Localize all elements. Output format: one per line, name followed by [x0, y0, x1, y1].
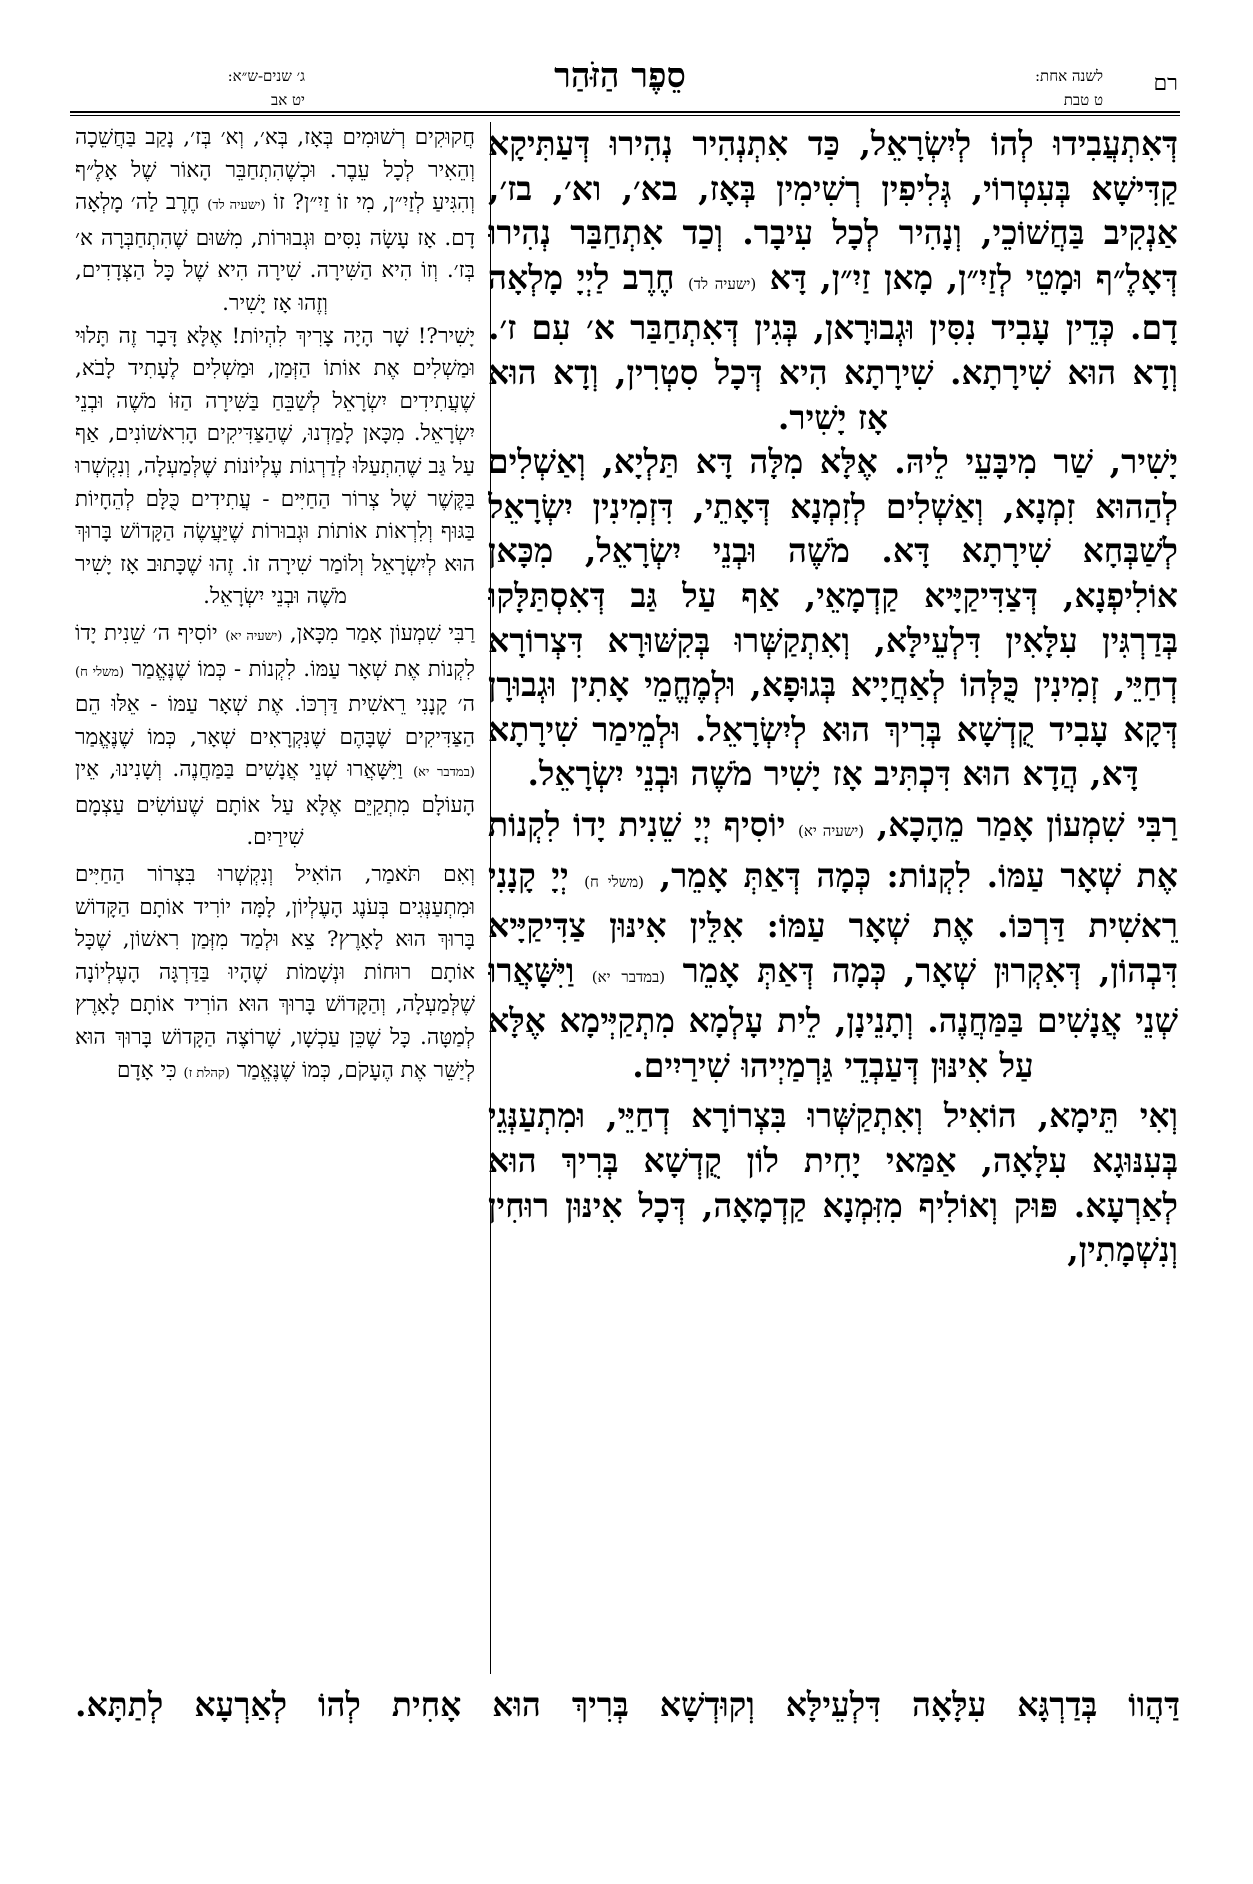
book-title: סֵפֶר הַזֹּהַר: [554, 56, 686, 96]
schedule-date-three-years: יט אב: [271, 91, 305, 109]
hebrew-text: חֲקוּקִים רְשׁוּמִים בְּאָז, בְּא׳, וְא׳ בְּז׳, נָקַב בַּחֲשֵׁכָה וְהֵאִיר לְכָל עֵבֶר. וּכְשֶׁהִתְחַבֵּר הָאוֹר שֶׁל אָלֶ״ף וְהִגִּיעַ לְזַיִ״ן, מִי זוֹ זַיִ״ן? זוֹ: [75, 125, 475, 216]
scripture-reference: (ישעיה יא): [225, 628, 283, 644]
header-rule-thick: [70, 111, 1180, 113]
hebrew-paragraph-2: [75, 321, 475, 614]
aramaic-text: רַבִּי שִׁמְעוֹן אָמַר מֵהָכָא,: [876, 804, 1178, 844]
scripture-reference: (משלי ח): [75, 664, 125, 680]
scripture-reference: (במדבר יא): [413, 765, 475, 781]
hebrew-text: וַיִּשָּׁאֲרוּ שְׁנֵי אֲנָשִׁים בַּמַּחֲנֶה. וְשָׁנִינוּ, אֵין הָעוֹלָם מִתְקַיֵּם אֶלָּא עַל אוֹתָם שֶׁעוֹשִׂים עַצְמָם שִׁירַיִם.: [75, 757, 475, 851]
header-rule-thin: [70, 115, 1180, 116]
study-schedule-one-year: [943, 64, 1103, 112]
hebrew-paragraph-4: [75, 859, 475, 1090]
scripture-reference: (ישעיה יא): [798, 821, 865, 840]
hebrew-text: כִּי אָדָם: [117, 1057, 177, 1083]
scripture-reference: (משלי ח): [584, 872, 645, 891]
aramaic-paragraph-4: [488, 1094, 1178, 1272]
aramaic-text: יְיָ קָנָנִי רֵאשִׁית דַּרְכּוֹ. אֶת שְׁאָר עַמּוֹ: אִלֵּין אִינּוּן צַדִּיקַיָּיא דִּבְהוֹן, דְּאִקְרוּן שְׁאָר, כְּמָה דְּאַתְּ אָמֵר: [488, 855, 1178, 990]
aramaic-bottom-line: דַּהֲווֹ בְּדַרְגָּא עִלָּאָה דִּלְעֵילָּא וְקוּדְשָׁא בְּרִיךְ הוּא אָחִית לְהוֹ לְאַרְעָא לְתַתָּא.: [75, 1685, 1180, 1724]
column-divider: [490, 122, 491, 1674]
page-number: רם: [1153, 71, 1178, 96]
hebrew-text: חֶרֶב לַה׳ מָלְאָה דָם. אָז עָשָׂה נִסִּים וּגְבוּרוֹת, מִשּׁוּם שֶׁהִתְחַבְּרָה א׳ בְּז׳. וְזוֹ הִיא הַשִּׁירָה. שִׁירָה הִיא שֶׁל כָּל הַצְּדָדִים, וְזֶהוּ אָז יָשִׁיר.: [75, 190, 475, 316]
hebrew-text: רַבִּי שִׁמְעוֹן אָמַר מִכָּאן,: [289, 620, 475, 646]
scripture-reference: (ישעיה לד): [207, 198, 266, 214]
schedule-label-three-years: ג׳ שנים-ש״א:: [227, 67, 305, 85]
aramaic-text: דְּאִתְעֲבִידוּ לְהוֹ לְיִשְׂרָאֵל, כַּד אִתְנְהִיר נְהִירוּ דְּעַתִּיקָא קַדִּישָׁא בְּעִטְרוֹי, גְּלִיפִין רְשִׁימִין בְּאָז, בא׳, וא׳, בז׳, אַנְקִיב בַּחֲשׁוֹכֵי, וְנָהִיר לְכָל עִיבָר. וְכַד אִתְחַבַּר נְהִירוּ דְּאָלֶ״ף וּמָטֵי לְזַיִ״ן, מָאן זַיִ״ן, דָּא: [488, 124, 1178, 297]
scripture-reference: (קהלת ז): [183, 1065, 230, 1081]
scripture-reference: (במדבר יא): [591, 967, 666, 986]
schedule-label-one-year: לשנה אחת:: [1035, 67, 1103, 85]
hebrew-paragraph-3: [75, 618, 475, 855]
aramaic-paragraph-1: [488, 122, 1178, 440]
hebrew-text: יוֹסִיף ה׳ שֵׁנִית יָדוֹ לִקְנוֹת אֶת שְׁאָר עַמּוֹ. לִקְנוֹת - כְּמוֹ שֶׁנֶּאֱמַר: [75, 620, 475, 682]
aramaic-paragraph-3: [488, 803, 1178, 1089]
scripture-reference: (ישעיה לד): [687, 274, 757, 293]
aramaic-text: חֶרֶב לַיְיָ מָלְאָה דָם. כְּדֵין עָבִיד נִסִּין וּגְבוּרָאן, בְּגִין דְּאִתְחַבַּר א׳ עִם ז׳. וְדָא הוּא שִׁירָתָא. שִׁירָתָא הִיא דְּכָל סִטְרִין, וְדָא הוּא אָז יָשִׁיר.: [488, 257, 1178, 437]
aramaic-text: יָשִׁיר, שַׁר מִיבָּעֵי לֵיהּ. אֶלָּא מִלָּה דָּא תַּלְיָא, וְאַשְׁלִים לְהַהוּא זִמְנָא, וְאַשְׁלִים לְזִמְנָא דְּאָתֵי, דִּזְמִינִין יִשְׂרָאֵל לְשַׁבְּחָא שִׁירָתָא דָּא. מֹשֶׁה וּבְנֵי יִשְׂרָאֵל, מִכָּאן אוֹלִיפְנָא, דְּצַדִּיקַיָּיא קַדְמָאֵי, אַף עַל גַּב דְּאִסְתַּלָּקוּ בְּדַרְגִּין עִלָּאִין דִּלְעֵילָּא, וְאִתְקַשְּׁרוּ בְּקִשּׁוּרָא דִּצְרוֹרָא דְחַיֵּי, זְמִינִין כֻּלְּהוֹ לְאַחֲיָיא בְּגוּפָא, וּלְמֶחֱמֵי אָתִין וּגְבוּרָן דְּקָא עָבִיד קֻדְשָׁא בְּרִיךְ הוּא לְיִשְׂרָאֵל. וּלְמֵימַר שִׁירָתָא דָּא, הֲדָא הוּא דִּכְתִּיב אָז יָשִׁיר מֹשֶׁה וּבְנֵי יִשְׂרָאֵל.: [488, 442, 1178, 794]
hebrew-text: וְאִם תֹּאמַר, הוֹאִיל וְנִקְשְׁרוּ בִּצְרוֹר הַחַיִּים וּמִתְעַנְּגִים בְּעֹנֶג הָעֶלְיוֹן, לָמָּה יוֹרִיד אוֹתָם הַקָּדוֹשׁ בָּרוּךְ הוּא לָאָרֶץ? צֵא וּלְמַד מִזְּמַן רִאשׁוֹן, שֶׁכָּל אוֹתָם רוּחוֹת וּנְשָׁמוֹת שֶׁהָיוּ בַּדַּרְגָּה הָעֶלְיוֹנָה שֶׁלְּמַעְלָה, וְהַקָּדוֹשׁ בָּרוּךְ הוּא הוֹרִיד אוֹתָם לָאָרֶץ לְמַטָּה. כָּל שֶׁכֵּן עַכְשָׁו, שֶׁרוֹצֶה הַקָּדוֹשׁ בָּרוּךְ הוּא לְיַשֵּׁר אֶת הֶעָקֹם, כְּמוֹ שֶׁנֶּאֱמַר: [75, 862, 475, 1083]
study-schedule-three-years: [125, 64, 305, 112]
aramaic-text-column: [488, 122, 1178, 1674]
schedule-date-one-year: ט טבת: [1063, 91, 1103, 109]
hebrew-paragraph-1: [75, 122, 475, 321]
aramaic-text: וְאִי תֵּימָא, הוֹאִיל וְאִתְקַשְּׁרוּ בִּצְרוֹרָא דְחַיֵּי, וּמִתְעַנְּגֵי בְּעִנּוּגָא עִלָּאָה, אַמַּאי יָחִית לוֹן קֻדְשָׁא בְּרִיךְ הוּא לְאַרְעָא. פּוּק וְאוֹלִיף מִזִּמְנָא קַדְמָאָה, דְּכָל אִינּוּן רוּחִין וְנִשְׁמָתִין,: [488, 1096, 1178, 1270]
hebrew-text: ה׳ קָנָנִי רֵאשִׁית דַּרְכּוֹ. אֶת שְׁאָר עַמּוֹ - אֵלּוּ הֵם הַצַּדִּיקִים שֶׁבָּהֶם שֶׁנִּקְרָאִים שְׁאָר, כְּמוֹ שֶׁנֶּאֱמַר: [75, 692, 475, 750]
hebrew-translation-column: [75, 122, 475, 1674]
aramaic-paragraph-2: [488, 440, 1178, 797]
hebrew-text: יָשִׁיר?! שָׁר הָיָה צָרִיךְ לִהְיוֹת! אֶלָּא דָּבָר זֶה תָּלוּי וּמַשְׁלִים אֶת אוֹתוֹ הַזְּמַן, וּמַשְׁלִים לֶעָתִיד לָבֹא, שֶׁעֲתִידִים יִשְׂרָאֵל לְשַׁבֵּחַ בַּשִּׁירָה הַזּוֹ מֹשֶׁה וּבְנֵי יִשְׂרָאֵל. מִכָּאן לָמַדְנוּ, שֶׁהַצַּדִּיקִים הָרִאשׁוֹנִים, אַף עַל גַּב שֶׁהִתְעַלּוּ לְדַרְגוֹת עֶלְיוֹנוֹת שֶׁלְּמַעְלָה, וְנִקְשְׁרוּ בַּקֶּשֶׁר שֶׁל צְרוֹר הַחַיִּים - עֲתִידִים כֻּלָּם לְהֵחָיוֹת בַּגּוּף וְלִרְאוֹת אוֹתוֹת וּגְבוּרוֹת שֶׁיַּעֲשֶׂה הַקָּדוֹשׁ בָּרוּךְ הוּא לְיִשְׂרָאֵל וְלוֹמַר שִׁירָה זוֹ. זֶהוּ שֶׁכָּתוּב אָז יָשִׁיר מֹשֶׁה וּבְנֵי יִשְׂרָאֵל.: [75, 323, 475, 610]
aramaic-text: יוֹסִיף יְיָ שֵׁנִית יָדוֹ לִקְנוֹת אֶת שְׁאָר עַמּוֹ. לִקְנוֹת: כְּמָה דְּאַתְּ אָמֵר,: [488, 804, 1178, 895]
aramaic-text: וַיִּשָּׁאֲרוּ שְׁנֵי אֲנָשִׁים בַּמַּחֲנֶה. וְתָנֵינָן, לֵית עָלְמָא מִתְקַיְּימָא אֶלָּא עַל אִינּוּן דְּעַבְדֵי גַּרְמַיְיהוּ שִׁירַיִים.: [488, 950, 1178, 1085]
